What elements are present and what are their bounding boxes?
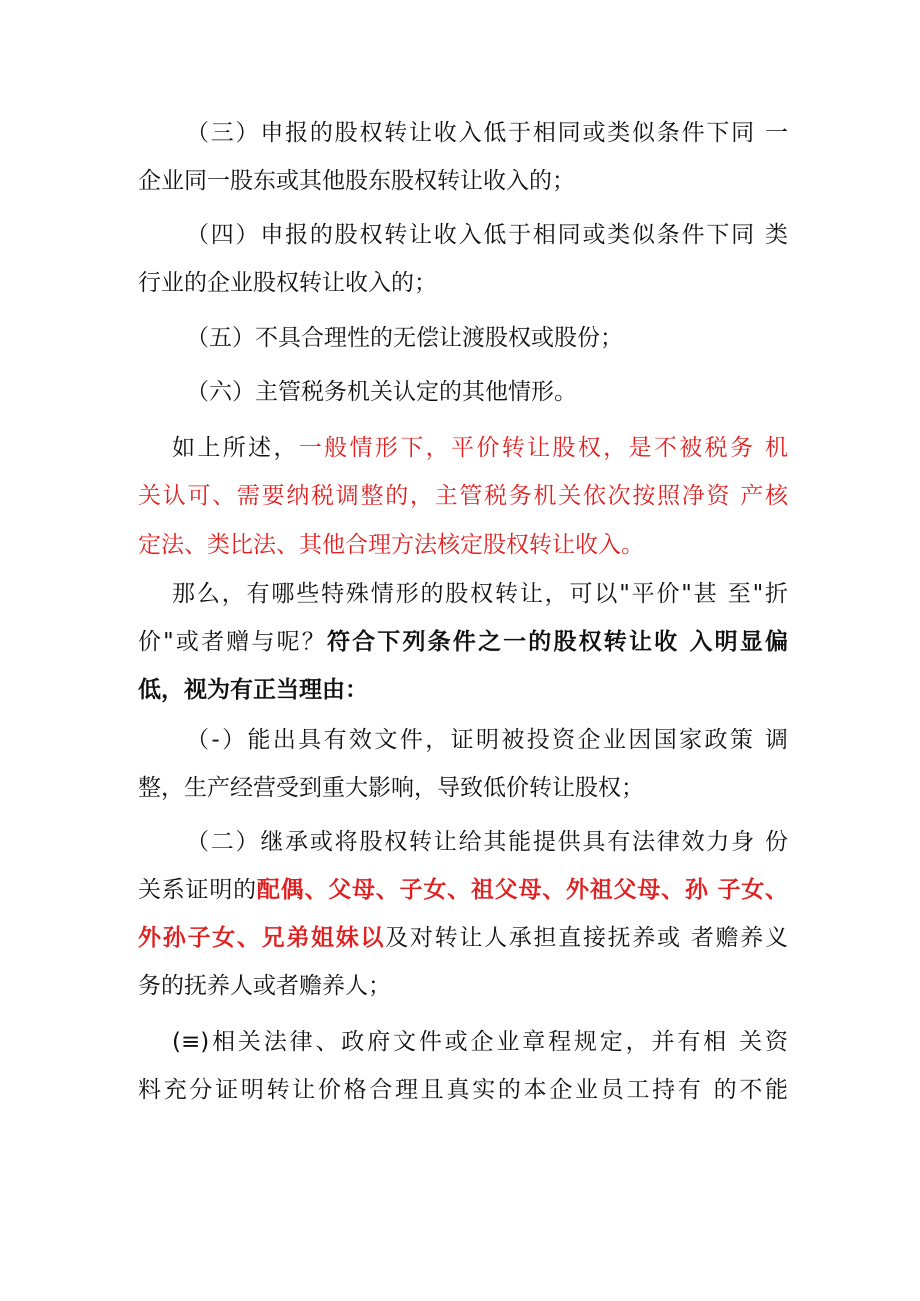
special-cases-line-2 — [138, 627, 788, 657]
relatives-list-continued: 外孙子女、兄弟姐妹以 — [138, 925, 386, 951]
reason-3-line-2: 料充分证明转让价格合理且真实的本企业员工持有 的不能 — [138, 1077, 788, 1103]
summary-line-3: 定法、类比法、其他合理方法核定股权转让收入。 — [138, 532, 644, 558]
reason-2-line-4: 务的抚养人或者赡养人； — [138, 973, 391, 999]
reason-1-line-2: 整，生产经营受到重大影响，导致低价转让股权； — [138, 775, 644, 801]
reason-2-line-1: （二）继承或将股权转让给其能提供具有法律效力身 份 — [186, 829, 788, 855]
relatives-list-text: 配偶、父母、子女、祖父母、外祖父母、孙 子女、 — [256, 877, 788, 903]
special-cases-question: 价"或者赠与呢？ — [138, 629, 327, 655]
special-cases-line-1: 那么，有哪些特殊情形的股权转让，可以"平价"甚 至"折 — [172, 581, 788, 607]
reason-2-lead-text: 关系证明的 — [138, 877, 257, 903]
paragraph-4-line-2: 行业的企业股权转让收入的； — [138, 270, 437, 296]
paragraph-6-line-1: （六）主管税务机关认定的其他情形。 — [186, 379, 577, 405]
paragraph-3-line-1: （三）申报的股权转让收入低于相同或类似条件下同 一 — [186, 120, 788, 146]
summary-line-1 — [172, 433, 788, 463]
reason-3-line-1: (≡)相关法律、政府文件或企业章程规定，并有相 关资 — [172, 1029, 788, 1055]
summary-line-2: 关认可、需要纳税调整的，主管税务机关依次按照净资 产核 — [138, 483, 788, 509]
paragraph-5-line-1: （五）不具合理性的无偿让渡股权或股份； — [186, 325, 623, 351]
special-cases-line-3: 低，视为有正当理由： — [138, 677, 368, 703]
reason-1-line-1: （-）能出具有效文件，证明被投资企业因国家政策 调 — [186, 727, 788, 753]
reason-2-tail-text: 及对转让人承担直接抚养或 者赡养义 — [385, 925, 788, 951]
special-cases-bold-text: 符合下列条件之一的股权转让收 入明显偏 — [326, 629, 788, 655]
paragraph-4-line-1: （四）申报的股权转让收入低于相同或类似条件下同 类 — [186, 222, 788, 248]
reason-2-line-3 — [138, 923, 788, 953]
paragraph-3-line-2: 企业同一股东或其他股东股权转让收入的； — [138, 168, 575, 194]
summary-lead-text: 如上所述， — [172, 435, 299, 461]
reason-2-line-2 — [138, 875, 788, 905]
summary-highlight-text: 一般情形下，平价转让股权，是不被税务 机 — [298, 435, 788, 461]
